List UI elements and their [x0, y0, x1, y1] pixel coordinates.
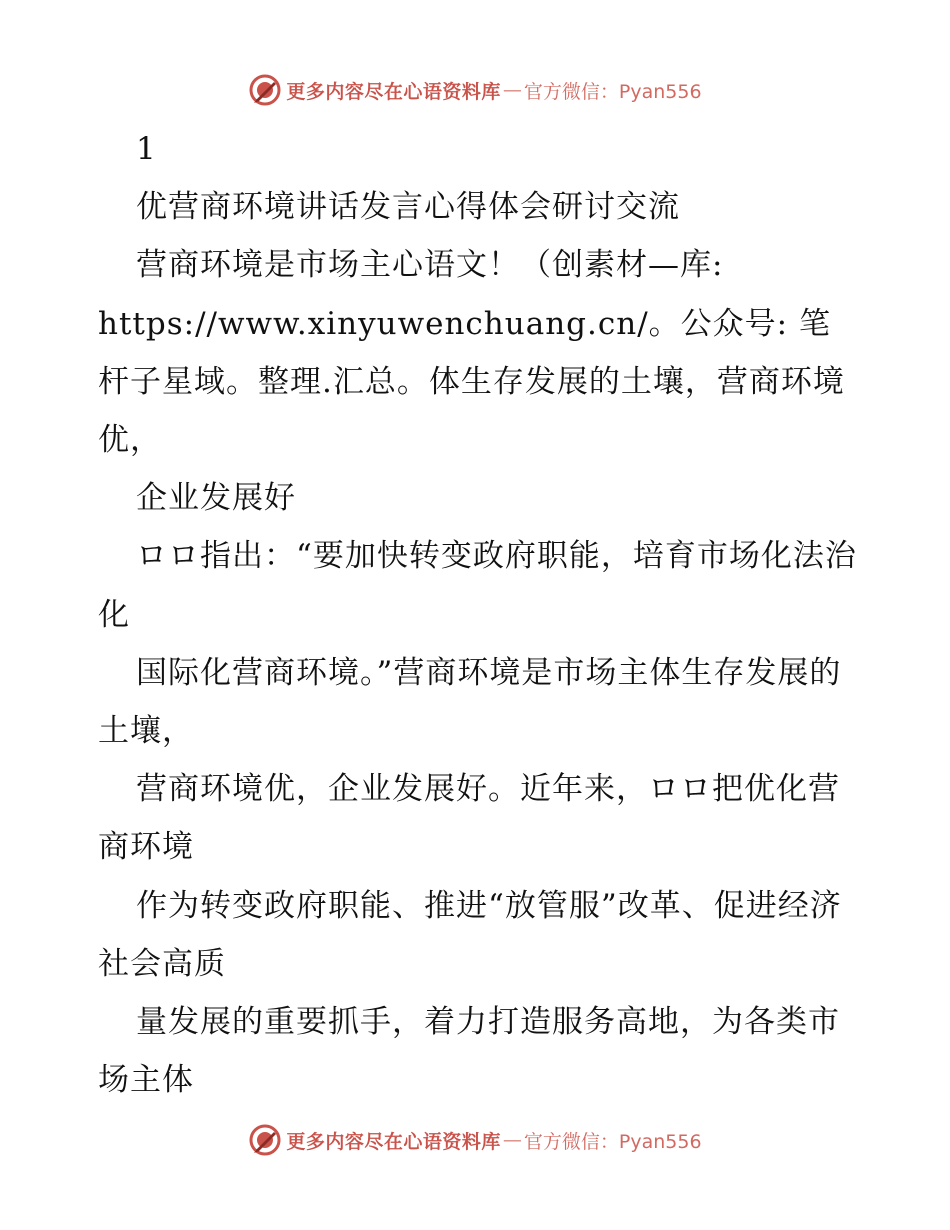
paragraph: 企业发展好 — [136, 480, 296, 517]
paragraph: https://www.xinyuwenchuang.cn/。公众号: 笔杆子星域。整理.汇总。体生存发展的土壤，营商环境优， — [98, 305, 845, 459]
paragraph: 国际化营商环境。”营商环境是市场主体生存发展的土壤， — [98, 654, 842, 750]
paragraph: ロロ指出：“要加快转变政府职能，培育市场化法治化 — [98, 538, 857, 633]
paragraph: 营商环境优，企业发展好。近年来，ロロ把优化营商环境 — [98, 771, 840, 866]
document-title: 优营商环境讲话发言心得体会研讨交流 — [136, 189, 680, 226]
page-number: 1 — [136, 131, 157, 167]
footer-watermark — [0, 1120, 950, 1160]
watermark-separator: — — [502, 79, 522, 101]
watermark-separator: — — [502, 1129, 522, 1151]
header-watermark — [0, 70, 950, 110]
watermark-contact: 官方微信：Pyan556 — [523, 80, 702, 103]
watermark-brand: 更多内容尽在心语资料库 — [286, 1130, 501, 1153]
paragraph: 量发展的重要抓手，着力打造服务高地，为各类市场主体 — [98, 1004, 840, 1099]
document-body — [98, 120, 858, 1109]
watermark-contact: 官方微信：Pyan556 — [523, 1130, 702, 1153]
paragraph: 营商环境是市场主心语文！（创素材—库: — [136, 247, 724, 284]
pen-logo-icon — [248, 1123, 282, 1157]
paragraph: 作为转变政府职能、推进“放管服”改革、促进经济社会高质 — [98, 887, 842, 982]
watermark-brand: 更多内容尽在心语资料库 — [286, 80, 501, 103]
pen-logo-icon — [248, 73, 282, 107]
